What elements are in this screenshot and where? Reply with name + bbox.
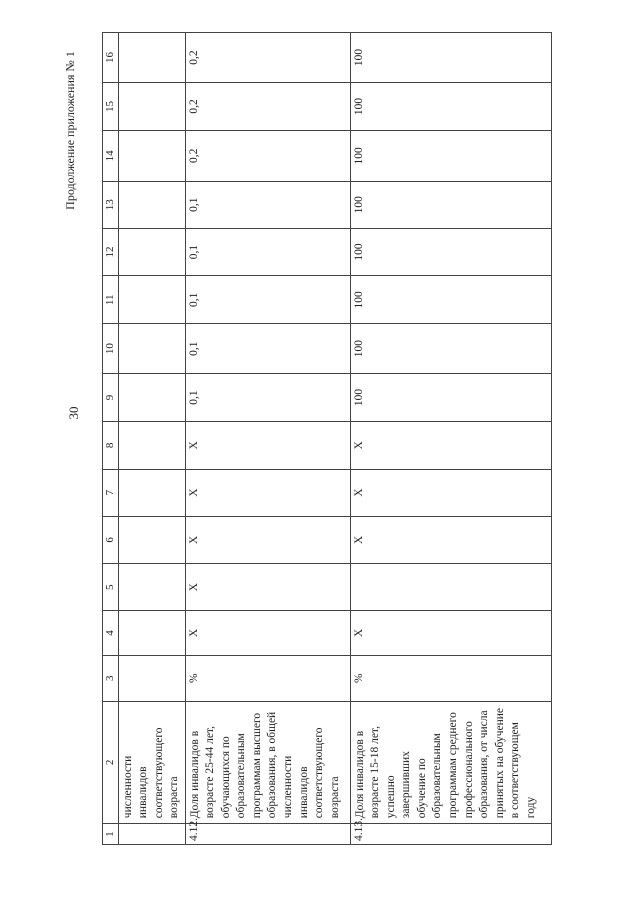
value-cell: X xyxy=(185,564,350,611)
value-cell: 100 xyxy=(350,33,551,83)
value-cell xyxy=(118,516,185,564)
value-cell xyxy=(118,130,185,181)
value-cell xyxy=(118,564,185,611)
indicator-table-rotated xyxy=(102,32,538,845)
value-cell: 0,1 xyxy=(185,324,350,374)
value-cell xyxy=(118,611,185,656)
row-number: 4.13. xyxy=(350,824,551,845)
indicator-table-wrap xyxy=(102,32,538,845)
col-header: 8 xyxy=(103,421,119,469)
value-cell xyxy=(118,324,185,374)
col-header: 13 xyxy=(103,181,119,228)
value-cell: X xyxy=(185,611,350,656)
table-row xyxy=(185,33,350,845)
value-cell: 100 xyxy=(350,130,551,181)
value-cell: X xyxy=(350,611,551,656)
value-cell: 100 xyxy=(350,324,551,374)
value-cell xyxy=(118,276,185,324)
col-header: 3 xyxy=(103,655,119,701)
col-header: 6 xyxy=(103,516,119,564)
value-cell: 100 xyxy=(350,83,551,131)
col-header: 2 xyxy=(103,701,119,824)
value-cell: 100 xyxy=(350,276,551,324)
row-description: Доля инвалидов в возрасте 15-18 лет, успешно завершивших обучение по образовательным программам среднего профессионального образования, от числа принятых на обучение в соответствующем году xyxy=(350,701,551,824)
value-cell xyxy=(118,421,185,469)
table-row xyxy=(118,33,185,845)
value-cell: 0,2 xyxy=(185,130,350,181)
col-header: 16 xyxy=(103,33,119,83)
value-cell: 0,2 xyxy=(185,33,350,83)
row-description: численности инвалидов соответствующего возраста xyxy=(118,701,185,824)
col-header: 11 xyxy=(103,276,119,324)
value-cell xyxy=(118,181,185,228)
value-cell xyxy=(118,469,185,516)
value-cell xyxy=(118,33,185,83)
value-cell: 0,2 xyxy=(185,83,350,131)
table-row xyxy=(350,33,551,845)
value-cell xyxy=(118,228,185,276)
value-cell: 100 xyxy=(350,228,551,276)
value-cell: 0,1 xyxy=(185,181,350,228)
value-cell: X xyxy=(350,421,551,469)
col-header: 10 xyxy=(103,324,119,374)
value-cell: X xyxy=(185,516,350,564)
col-header: 7 xyxy=(103,469,119,516)
value-cell: X xyxy=(350,469,551,516)
value-cell: 0,1 xyxy=(185,276,350,324)
value-cell xyxy=(118,374,185,422)
value-cell: X xyxy=(185,421,350,469)
value-cell: 0,1 xyxy=(185,228,350,276)
row-description: Доля инвалидов в возрасте 25-44 лет, обучающихся по образовательным программам высшего образования, в общей численности инвалидов соответствующего возраста xyxy=(185,701,350,824)
row-unit xyxy=(118,655,185,701)
indicator-table xyxy=(102,32,552,845)
col-header: 9 xyxy=(103,374,119,422)
value-cell xyxy=(350,564,551,611)
row-number xyxy=(118,824,185,845)
column-header-row xyxy=(103,33,119,845)
value-cell: 0,1 xyxy=(185,374,350,422)
appendix-note-text: Продолжение приложения № 1 xyxy=(62,50,77,210)
value-cell: 100 xyxy=(350,181,551,228)
col-header: 14 xyxy=(103,130,119,181)
value-cell: 100 xyxy=(350,374,551,422)
col-header: 4 xyxy=(103,611,119,656)
row-number: 4.12. xyxy=(185,824,350,845)
row-unit: % xyxy=(185,655,350,701)
col-header: 5 xyxy=(103,564,119,611)
appendix-note xyxy=(56,50,84,210)
col-header: 15 xyxy=(103,83,119,131)
row-unit: % xyxy=(350,655,551,701)
value-cell xyxy=(118,83,185,131)
page-number: 30 xyxy=(66,406,81,420)
col-header: 12 xyxy=(103,228,119,276)
value-cell: X xyxy=(350,516,551,564)
col-header: 1 xyxy=(103,824,119,845)
value-cell: X xyxy=(185,469,350,516)
